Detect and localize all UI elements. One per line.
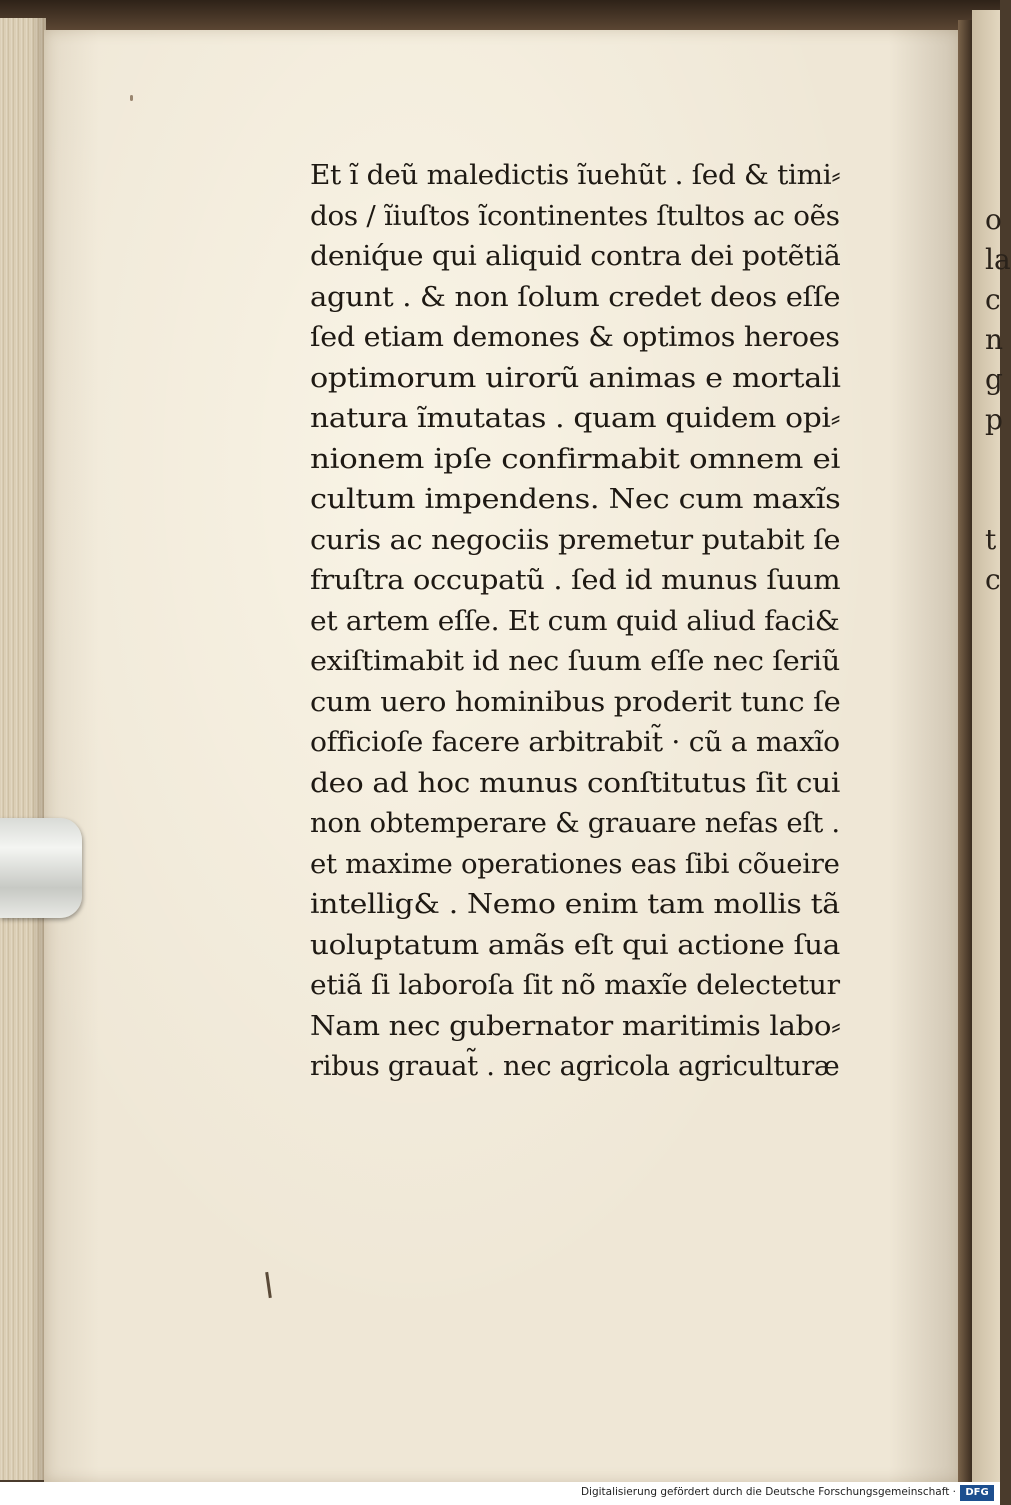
dfg-logo: DFG: [960, 1485, 994, 1501]
text-line: nionem ipſe confirmabit omnem ei: [310, 443, 841, 475]
text-line: natura ĩmutatas . quam quidem opi⸗: [310, 403, 841, 434]
text-line: Nam nec gubernator maritimis labo⸗: [310, 1010, 841, 1042]
footer: [0, 1482, 1000, 1505]
text-line: agunt . & non ſolum credet deos eſſe: [310, 281, 841, 313]
text-line: ribus grauat̃ . nec agricola agriculturæ: [310, 1051, 840, 1082]
text-line: cultum impendens. Nec cum maxĩs: [310, 484, 841, 515]
text-line: cum uero hominibus proderit tunc ſe: [310, 686, 841, 718]
text-line: et artem eſſe. Et cum quid aliud faci&: [310, 605, 840, 637]
text-line: non obtemperare & grauare nefas eſt .: [310, 808, 840, 839]
gutter: [958, 20, 972, 1482]
text-line: et maxime operationes eas ſibi cõueire: [310, 848, 840, 880]
text-line: fruſtra occupatũ . ſed id munus ſuum: [310, 565, 841, 596]
text-line: dos / ĩiuſtos ĩcontinentes ſtultos ac oẽs: [310, 200, 840, 232]
binding-top: [0, 0, 1000, 30]
text-line: deo ad hoc munus conſtitutus ſit cui: [310, 767, 841, 799]
paper-stain: [130, 95, 133, 101]
page-clip: [0, 818, 82, 918]
footer-credit: Digitalisierung gefördert durch die Deutsche Forschungsgemeinschaft ·: [580, 1486, 956, 1498]
text-line: intellig& . Nemo enim tam mollis tã: [310, 889, 840, 920]
text-block: [310, 156, 840, 1088]
next-page-glyphs: o la c n g p t c: [985, 203, 1011, 596]
text-line: ſed etiam demones & optimos heroes: [310, 322, 840, 353]
text-line: officioſe facere arbitrabit̃ · cũ a maxĩo: [310, 727, 840, 758]
text-line: curis ac negociis premetur putabit ſe: [310, 524, 841, 556]
text-line: deniq́ue qui aliquid contra dei potẽtiã: [310, 241, 841, 272]
text-line: Et ĩ deũ maledictis ĩuehũt . ſed & timi⸗: [310, 160, 841, 191]
text-line: exiſtimabit id nec ſuum eſſe nec ſeriũ: [310, 646, 840, 677]
text-line: optimorum uirorũ animas e mortali: [310, 362, 841, 394]
text-line: uoluptatum amãs eſt qui actione ſua: [310, 929, 840, 961]
text-line: etiã ſi laboroſa ſit nõ maxĩe delectetur: [310, 970, 840, 1001]
